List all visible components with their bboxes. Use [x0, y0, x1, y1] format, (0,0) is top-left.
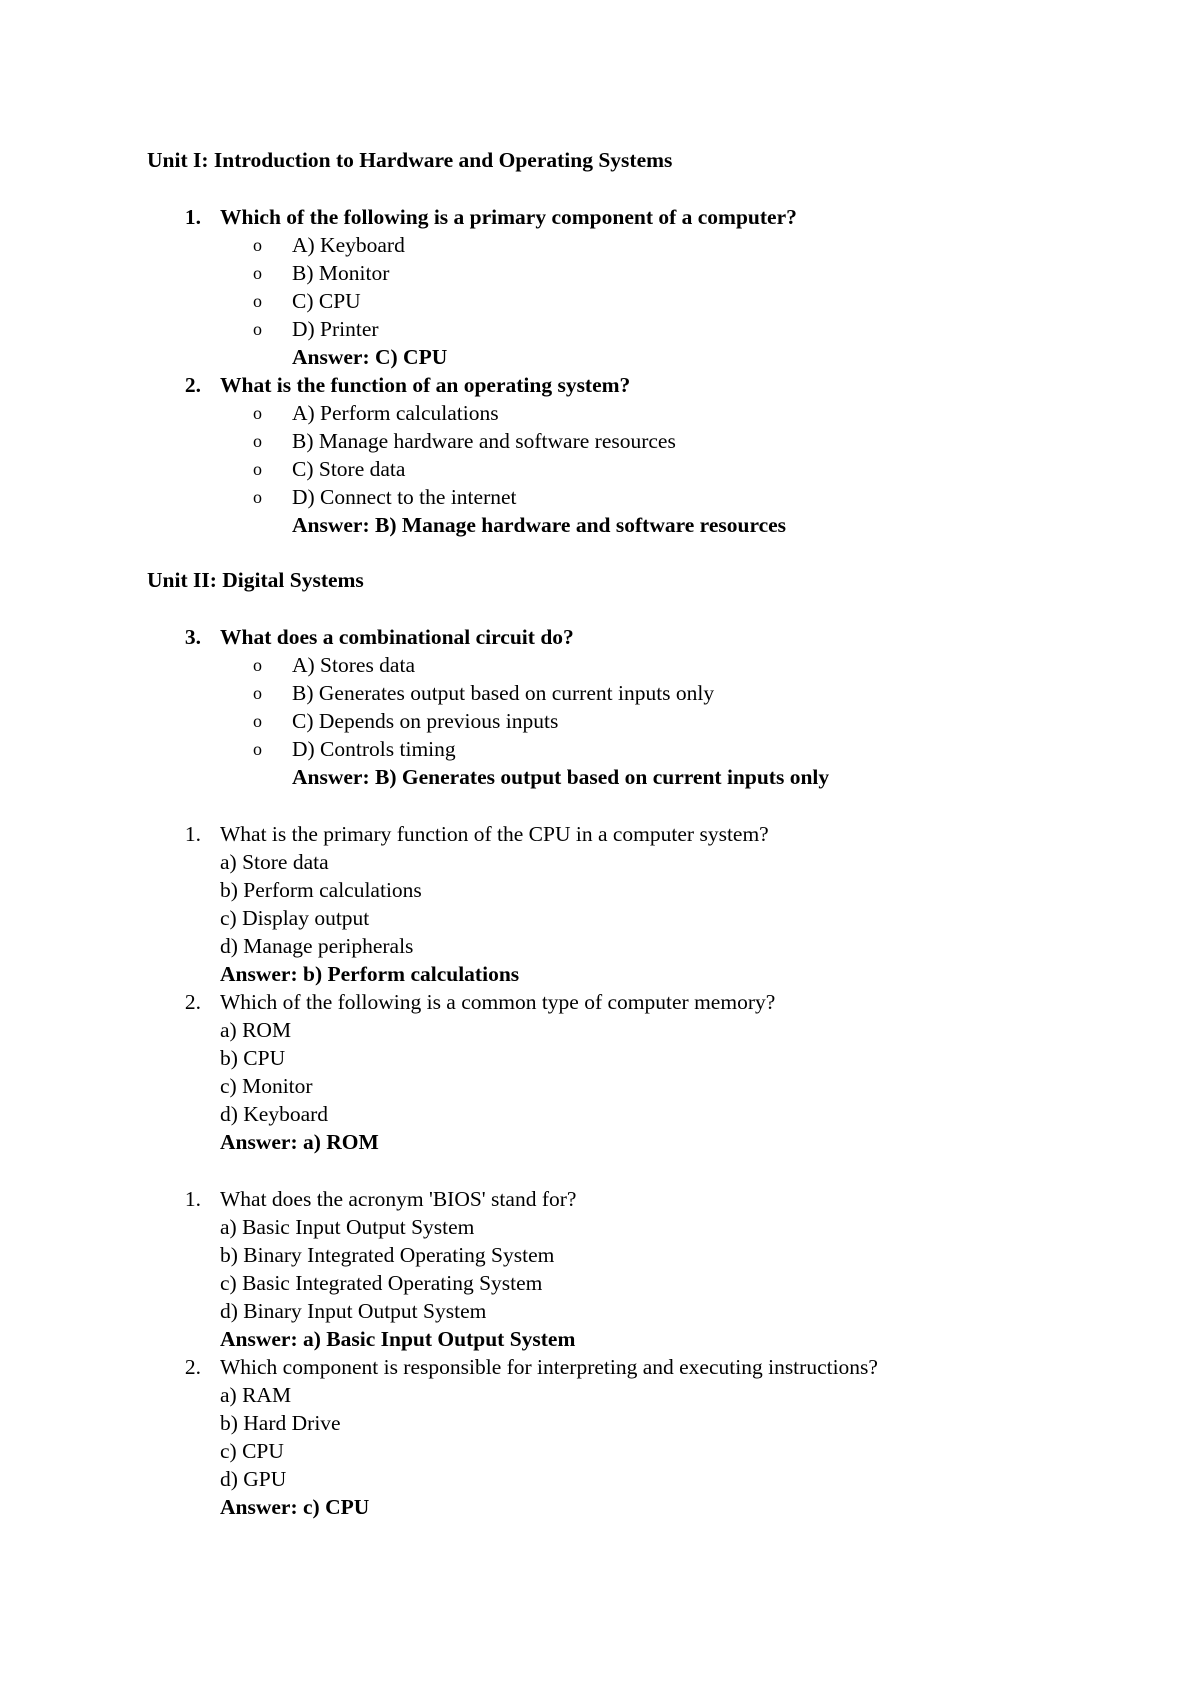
- q1-option-c: C) CPU: [292, 289, 361, 313]
- q4-question: What is the primary function of the CPU in a computer system?: [220, 822, 769, 846]
- q5-question: Which of the following is a common type of computer memory?: [220, 990, 776, 1014]
- q7-question: Which component is responsible for interpreting and executing instructions?: [220, 1355, 878, 1379]
- q7-option-d: d) GPU: [220, 1467, 287, 1491]
- bullet-icon: o: [253, 459, 262, 479]
- bullet-icon: o: [253, 403, 262, 423]
- unit2-heading: Unit II: Digital Systems: [147, 568, 364, 592]
- q4-option-d: d) Manage peripherals: [220, 934, 414, 958]
- q5-option-b: b) CPU: [220, 1046, 286, 1070]
- q2-option-c: C) Store data: [292, 457, 406, 481]
- q2-question: What is the function of an operating system?: [220, 373, 631, 397]
- q4-answer: Answer: b) Perform calculations: [220, 962, 520, 986]
- q1-number: 1.: [184, 205, 201, 229]
- q4-number: 1.: [184, 822, 201, 846]
- bullet-icon: o: [253, 655, 262, 675]
- q2-option-b: B) Manage hardware and software resources: [292, 429, 676, 453]
- q3-option-d: D) Controls timing: [292, 737, 456, 761]
- bullet-icon: o: [253, 291, 262, 311]
- q2-option-d: D) Connect to the internet: [292, 485, 517, 509]
- q4-option-c: c) Display output: [220, 906, 370, 930]
- q6-option-d: d) Binary Input Output System: [220, 1299, 487, 1323]
- bullet-icon: o: [253, 711, 262, 731]
- q3-option-b: B) Generates output based on current inputs only: [292, 681, 715, 705]
- q1-option-d: D) Printer: [292, 317, 379, 341]
- bullet-icon: o: [253, 487, 262, 507]
- q5-option-d: d) Keyboard: [220, 1102, 329, 1126]
- q4-option-b: b) Perform calculations: [220, 878, 422, 902]
- bullet-icon: o: [253, 739, 262, 759]
- q7-answer: Answer: c) CPU: [220, 1495, 370, 1519]
- q6-answer: Answer: a) Basic Input Output System: [220, 1327, 576, 1351]
- unit1-heading: Unit I: Introduction to Hardware and Operating Systems: [147, 148, 673, 172]
- bullet-icon: o: [253, 431, 262, 451]
- bullet-icon: o: [253, 235, 262, 255]
- q5-number: 2.: [184, 990, 201, 1014]
- q6-option-c: c) Basic Integrated Operating System: [220, 1271, 543, 1295]
- q2-answer: Answer: B) Manage hardware and software resources: [292, 513, 787, 537]
- q2-number: 2.: [184, 373, 201, 397]
- q7-option-b: b) Hard Drive: [220, 1411, 341, 1435]
- q5-option-c: c) Monitor: [220, 1074, 313, 1098]
- q4-option-a: a) Store data: [220, 850, 329, 874]
- q3-answer: Answer: B) Generates output based on current inputs only: [292, 765, 830, 789]
- q6-option-a: a) Basic Input Output System: [220, 1215, 475, 1239]
- q3-number: 3.: [184, 625, 201, 649]
- q1-answer: Answer: C) CPU: [292, 345, 448, 369]
- q7-number: 2.: [184, 1355, 201, 1379]
- q5-option-a: a) ROM: [220, 1018, 292, 1042]
- q7-option-a: a) RAM: [220, 1383, 292, 1407]
- q6-question: What does the acronym 'BIOS' stand for?: [220, 1187, 577, 1211]
- q3-question: What does a combinational circuit do?: [220, 625, 574, 649]
- q1-option-a: A) Keyboard: [292, 233, 405, 257]
- bullet-icon: o: [253, 263, 262, 283]
- q6-option-b: b) Binary Integrated Operating System: [220, 1243, 555, 1267]
- q3-option-a: A) Stores data: [292, 653, 415, 677]
- bullet-icon: o: [253, 683, 262, 703]
- bullet-icon: o: [253, 319, 262, 339]
- q1-option-b: B) Monitor: [292, 261, 390, 285]
- q6-number: 1.: [184, 1187, 201, 1211]
- q5-answer: Answer: a) ROM: [220, 1130, 379, 1154]
- q1-question: Which of the following is a primary component of a computer?: [220, 205, 797, 229]
- q2-option-a: A) Perform calculations: [292, 401, 499, 425]
- q7-option-c: c) CPU: [220, 1439, 284, 1463]
- q3-option-c: C) Depends on previous inputs: [292, 709, 559, 733]
